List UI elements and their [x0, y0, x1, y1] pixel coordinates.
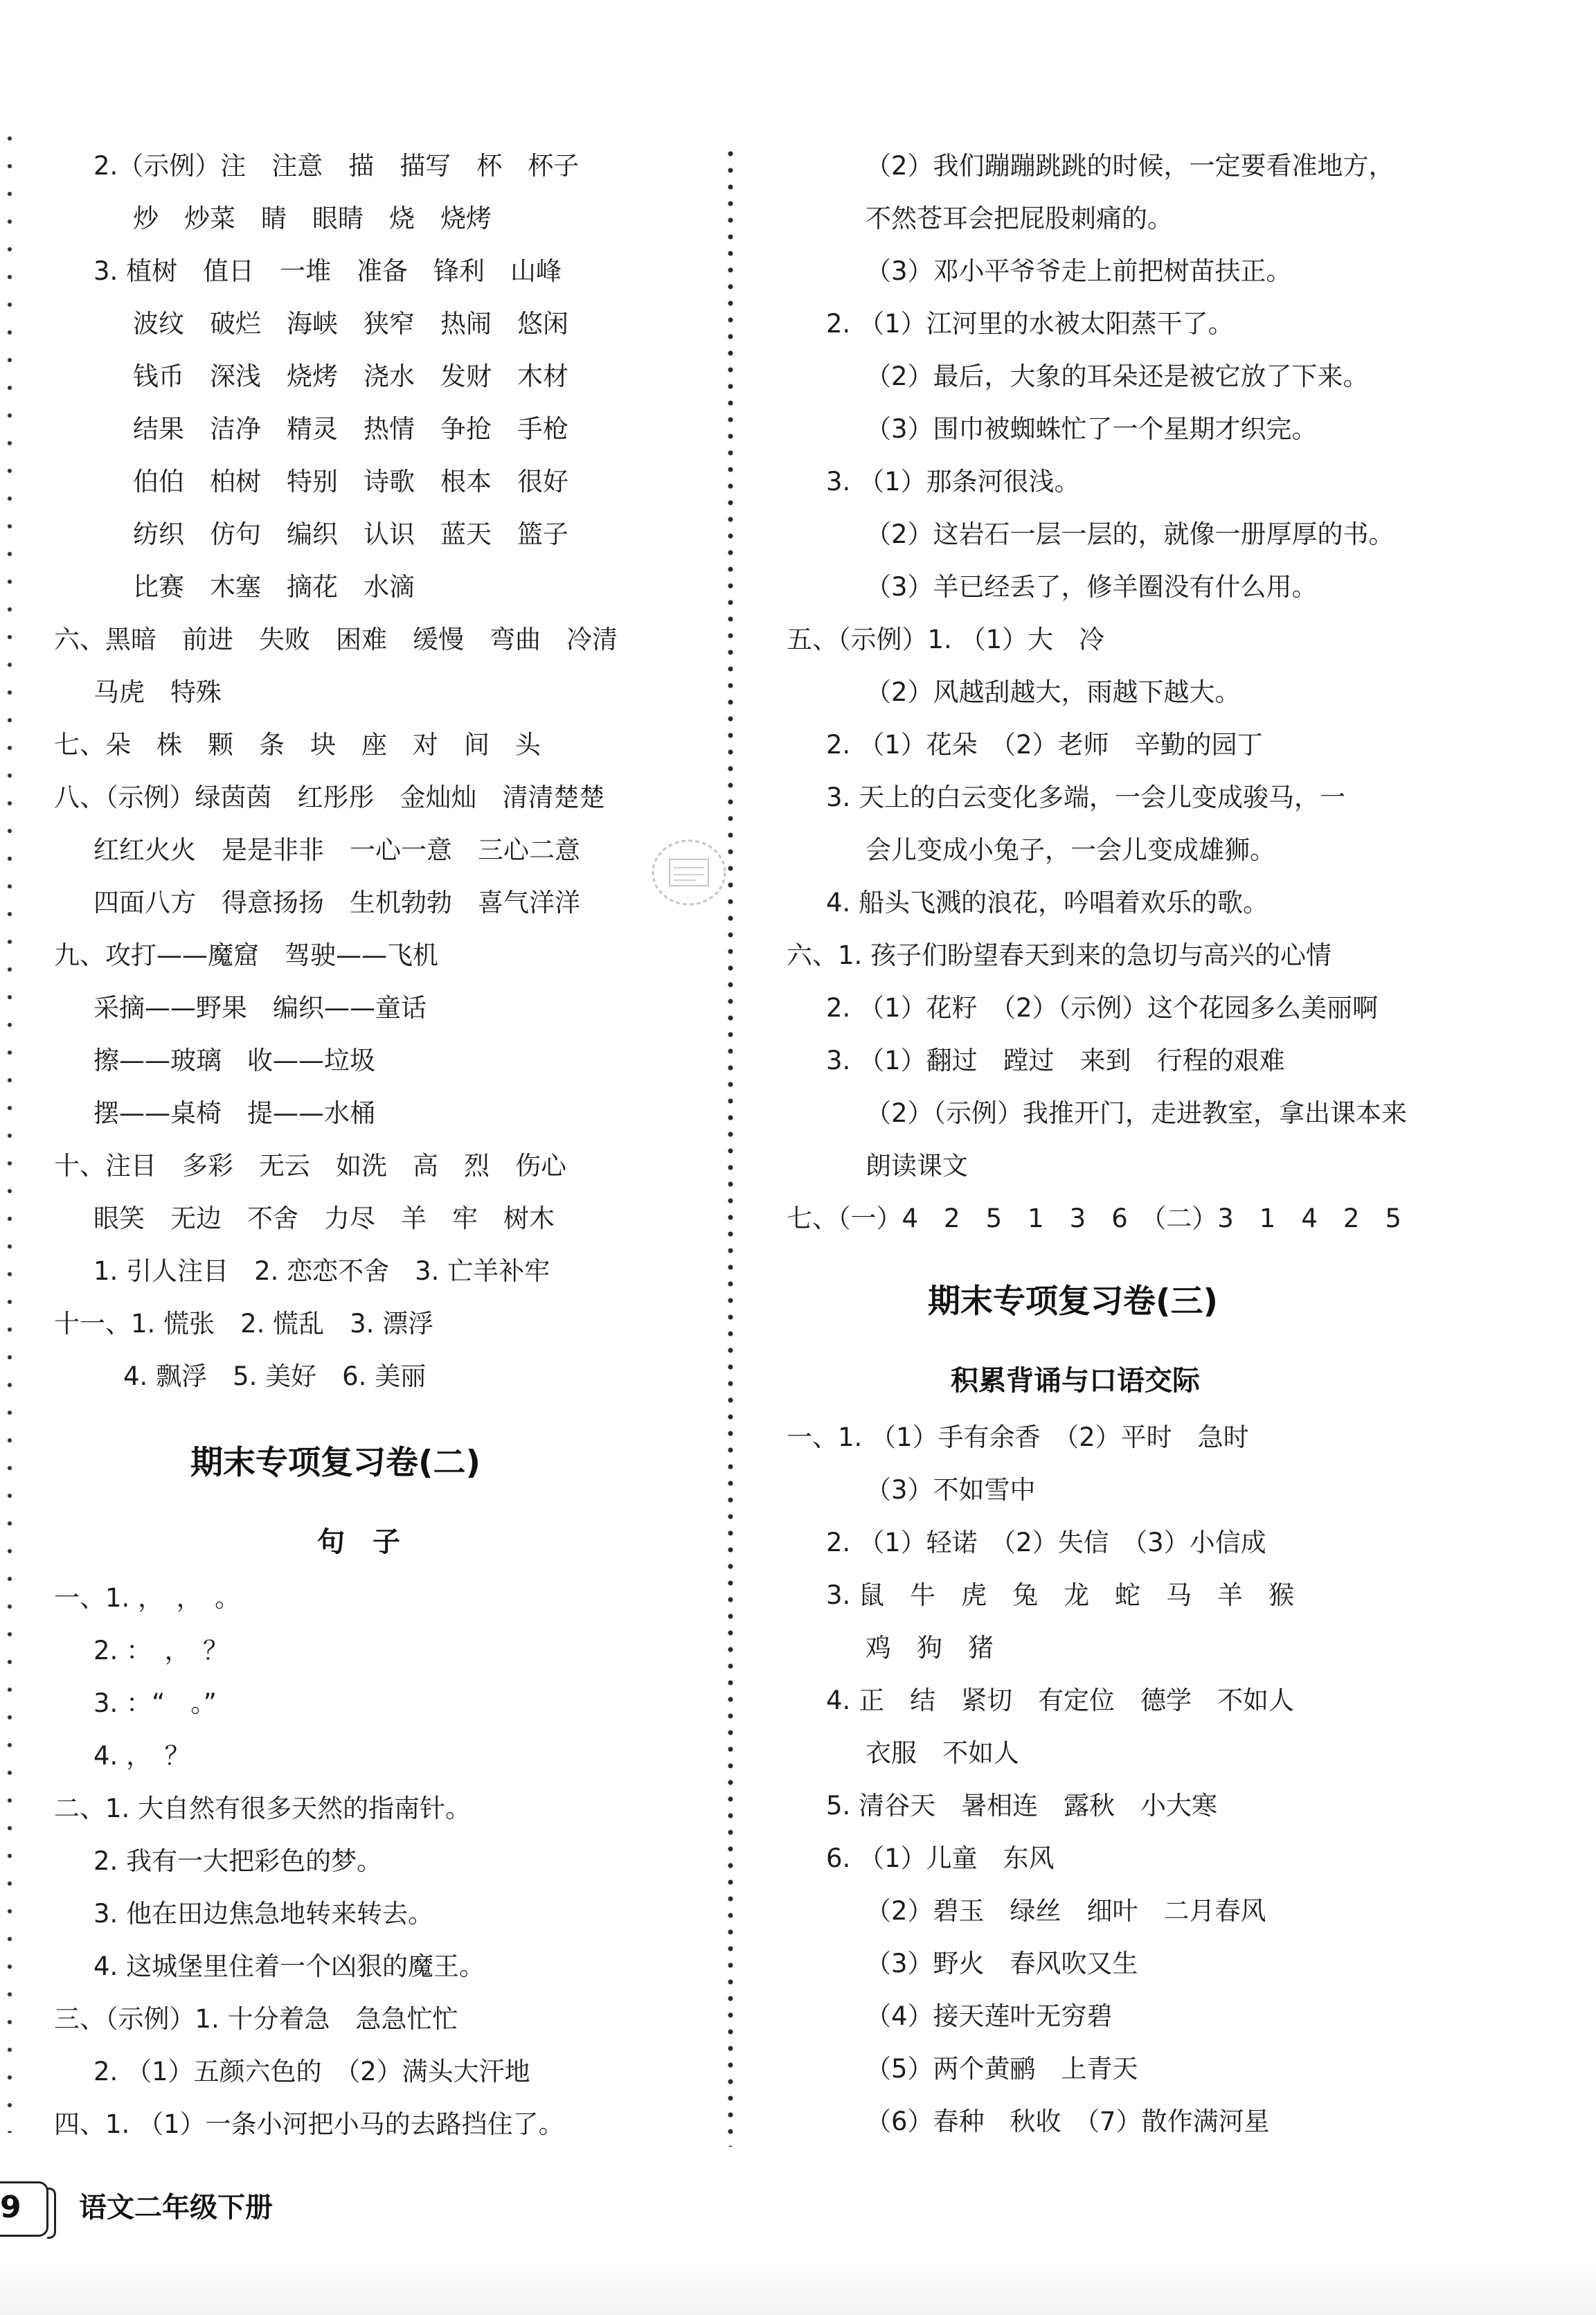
answer-line: 二、1. 大自然有很多天然的指南针。 — [54, 1794, 472, 1823]
answer-line: 6. （1）儿童 东风 — [826, 1843, 1055, 1873]
answer-line: 纺织 仿句 编织 认识 蓝天 篮子 — [133, 519, 568, 549]
answer-line: 2. （1）轻诺 （2）失信 （3）小信成 — [826, 1528, 1266, 1557]
answer-line: 2. （1）五颜六色的 （2）满头大汗地 — [93, 2057, 530, 2086]
answer-line: 2. （1）江河里的水被太阳蒸干了。 — [826, 309, 1234, 339]
answer-line: （2）碧玉 绿丝 细叶 二月春风 — [866, 1896, 1266, 1926]
answer-line: 3. ：“ 。” — [93, 1688, 217, 1718]
answer-line: 擦——玻璃 收——垃圾 — [93, 1046, 375, 1075]
answer-line: （2）最后，大象的耳朵还是被它放了下来。 — [866, 361, 1369, 391]
answer-line: 七、朵 株 颗 条 块 座 对 间 头 — [54, 730, 541, 760]
answer-line: 4. ， ？ — [93, 1741, 190, 1771]
answer-line: 六、1. 孩子们盼望春天到来的急切与高兴的心情 — [787, 940, 1332, 970]
answer-line: 3. 他在田边焦急地转来转去。 — [93, 1899, 434, 1929]
answer-line: 比赛 木塞 摘花 水滴 — [133, 572, 415, 602]
answer-line: 炒 炒菜 睛 眼睛 烧 烧烤 — [133, 204, 492, 233]
answer-line: 马虎 特殊 — [93, 677, 222, 707]
answer-line: （6）春种 秋收 （7）散作满河星 — [866, 2107, 1270, 2136]
answer-line: 五、（示例）1. （1）大 冷 — [787, 625, 1105, 654]
answer-line: 伯伯 柏树 特别 诗歌 根本 很好 — [133, 467, 568, 497]
answer-line: 4. 正 结 紧切 有定位 德学 不如人 — [826, 1686, 1295, 1715]
answer-line: （3）不如雪中 — [866, 1475, 1036, 1505]
answer-line: 3. 天上的白云变化多端，一会儿变成骏马，一 — [826, 783, 1346, 812]
answer-line: 4. 飘浮 5. 美好 6. 美丽 — [123, 1361, 427, 1391]
answer-line: 眼笑 无边 不舍 力尽 羊 牢 树木 — [93, 1204, 555, 1233]
watermark-stamp — [647, 834, 730, 911]
book-title: 语文二年级下册 — [79, 2192, 273, 2224]
answer-line: 2. 我有一大把彩色的梦。 — [93, 1846, 383, 1876]
section-title: 期末专项复习卷(二) — [190, 1444, 481, 1482]
answer-line: 结果 洁净 精灵 热情 争抢 手枪 — [133, 414, 568, 444]
answer-line: 鸡 狗 猪 — [866, 1633, 994, 1663]
answer-line: 衣服 不如人 — [866, 1738, 1019, 1768]
answer-line: （2）（示例）我推开门，走进教室，拿出课本来 — [866, 1098, 1408, 1128]
answer-line: （4）接天莲叶无穷碧 — [866, 2001, 1113, 2031]
answer-line: 摆——桌椅 提——水桶 — [93, 1098, 375, 1128]
answer-line: （3）围巾被蜘蛛忙了一个星期才织完。 — [866, 414, 1318, 444]
answer-line: 5. 清谷天 暑相连 露秋 小大寒 — [826, 1791, 1218, 1821]
answer-line: （2）这岩石一层一层的，就像一册厚厚的书。 — [866, 519, 1395, 549]
answer-line: 一、1. ， ， 。 — [54, 1583, 241, 1613]
answer-line: 红红火火 是是非非 一心一意 三心二意 — [93, 835, 580, 865]
page-number: 9 — [0, 2190, 21, 2225]
page-bottom-edge — [0, 2264, 1596, 2315]
answer-line: 4. 船头飞溅的浪花，吟唱着欢乐的歌。 — [826, 888, 1269, 918]
answer-line: 一、1. （1）手有余香 （2）平时 急时 — [787, 1422, 1249, 1452]
answer-line: 七、（一）4 2 5 1 3 6 （二）3 1 4 2 5 — [787, 1204, 1401, 1233]
answer-line: 4. 这城堡里住着一个凶狠的魔王。 — [93, 1951, 485, 1981]
answer-line: 十一、1. 慌张 2. 慌乱 3. 漂浮 — [54, 1309, 434, 1339]
answer-line: （3）野火 春风吹又生 — [866, 1949, 1138, 1978]
answer-line: （5）两个黄鹂 上青天 — [866, 2054, 1138, 2084]
answer-line: （3）邓小平爷爷走上前把树苗扶正。 — [866, 256, 1292, 286]
column-divider — [726, 145, 735, 2147]
answer-line: 3. 鼠 牛 虎 兔 龙 蛇 马 羊 猴 — [826, 1580, 1295, 1610]
answer-line: 采摘——野果 编织——童话 — [93, 993, 427, 1023]
section-title: 期末专项复习卷(三) — [928, 1282, 1218, 1321]
binding-dots — [6, 125, 14, 2133]
answer-line: 2. （1）花籽 （2）（示例）这个花园多么美丽啊 — [826, 993, 1379, 1023]
answer-line: 3. （1）那条河很浅。 — [826, 467, 1080, 497]
answer-line: 六、黑暗 前进 失败 困难 缓慢 弯曲 冷清 — [54, 625, 618, 654]
answer-line: 波纹 破烂 海峡 狭窄 热闹 悠闲 — [133, 309, 568, 339]
answer-line: 1. 引人注目 2. 恋恋不舍 3. 亡羊补牢 — [93, 1256, 550, 1286]
answer-line: 2.（示例）注 注意 描 描写 杯 杯子 — [93, 151, 580, 181]
section-subtitle: 句 子 — [317, 1526, 400, 1558]
answer-line: 会儿变成小兔子，一会儿变成雄狮。 — [866, 835, 1275, 865]
answer-line: 四、1. （1）一条小河把小马的去路挡住了。 — [54, 2109, 564, 2139]
answer-line: 朗读课文 — [866, 1151, 968, 1181]
answer-line: 四面八方 得意扬扬 生机勃勃 喜气洋洋 — [93, 888, 580, 918]
answer-line: 2. （1）花朵 （2）老师 辛勤的园丁 — [826, 730, 1263, 760]
answer-line: 3. （1）翻过 蹚过 来到 行程的艰难 — [826, 1046, 1285, 1075]
answer-line: 三、（示例）1. 十分着急 急急忙忙 — [54, 2004, 458, 2034]
answer-line: 不然苍耳会把屁股刺痛的。 — [866, 204, 1173, 233]
answer-line: （2）我们蹦蹦跳跳的时候，一定要看准地方， — [866, 151, 1395, 181]
answer-line: 2. ： ， ？ — [93, 1636, 229, 1665]
answer-line: 八、（示例）绿茵茵 红彤彤 金灿灿 清清楚楚 — [54, 783, 605, 812]
answer-line: 十、注目 多彩 无云 如洗 高 烈 伤心 — [54, 1151, 566, 1181]
answer-line: （2）风越刮越大，雨越下越大。 — [866, 677, 1241, 707]
section-subtitle: 积累背诵与口语交际 — [951, 1365, 1200, 1397]
answer-line: 九、攻打——魔窟 驾驶——飞机 — [54, 940, 438, 970]
answer-line: 钱币 深浅 烧烤 浇水 发财 木材 — [133, 361, 568, 391]
answer-line: 3. 植树 值日 一堆 准备 锋利 山峰 — [93, 256, 562, 286]
answer-line: （3）羊已经丢了，修羊圈没有什么用。 — [866, 572, 1318, 602]
